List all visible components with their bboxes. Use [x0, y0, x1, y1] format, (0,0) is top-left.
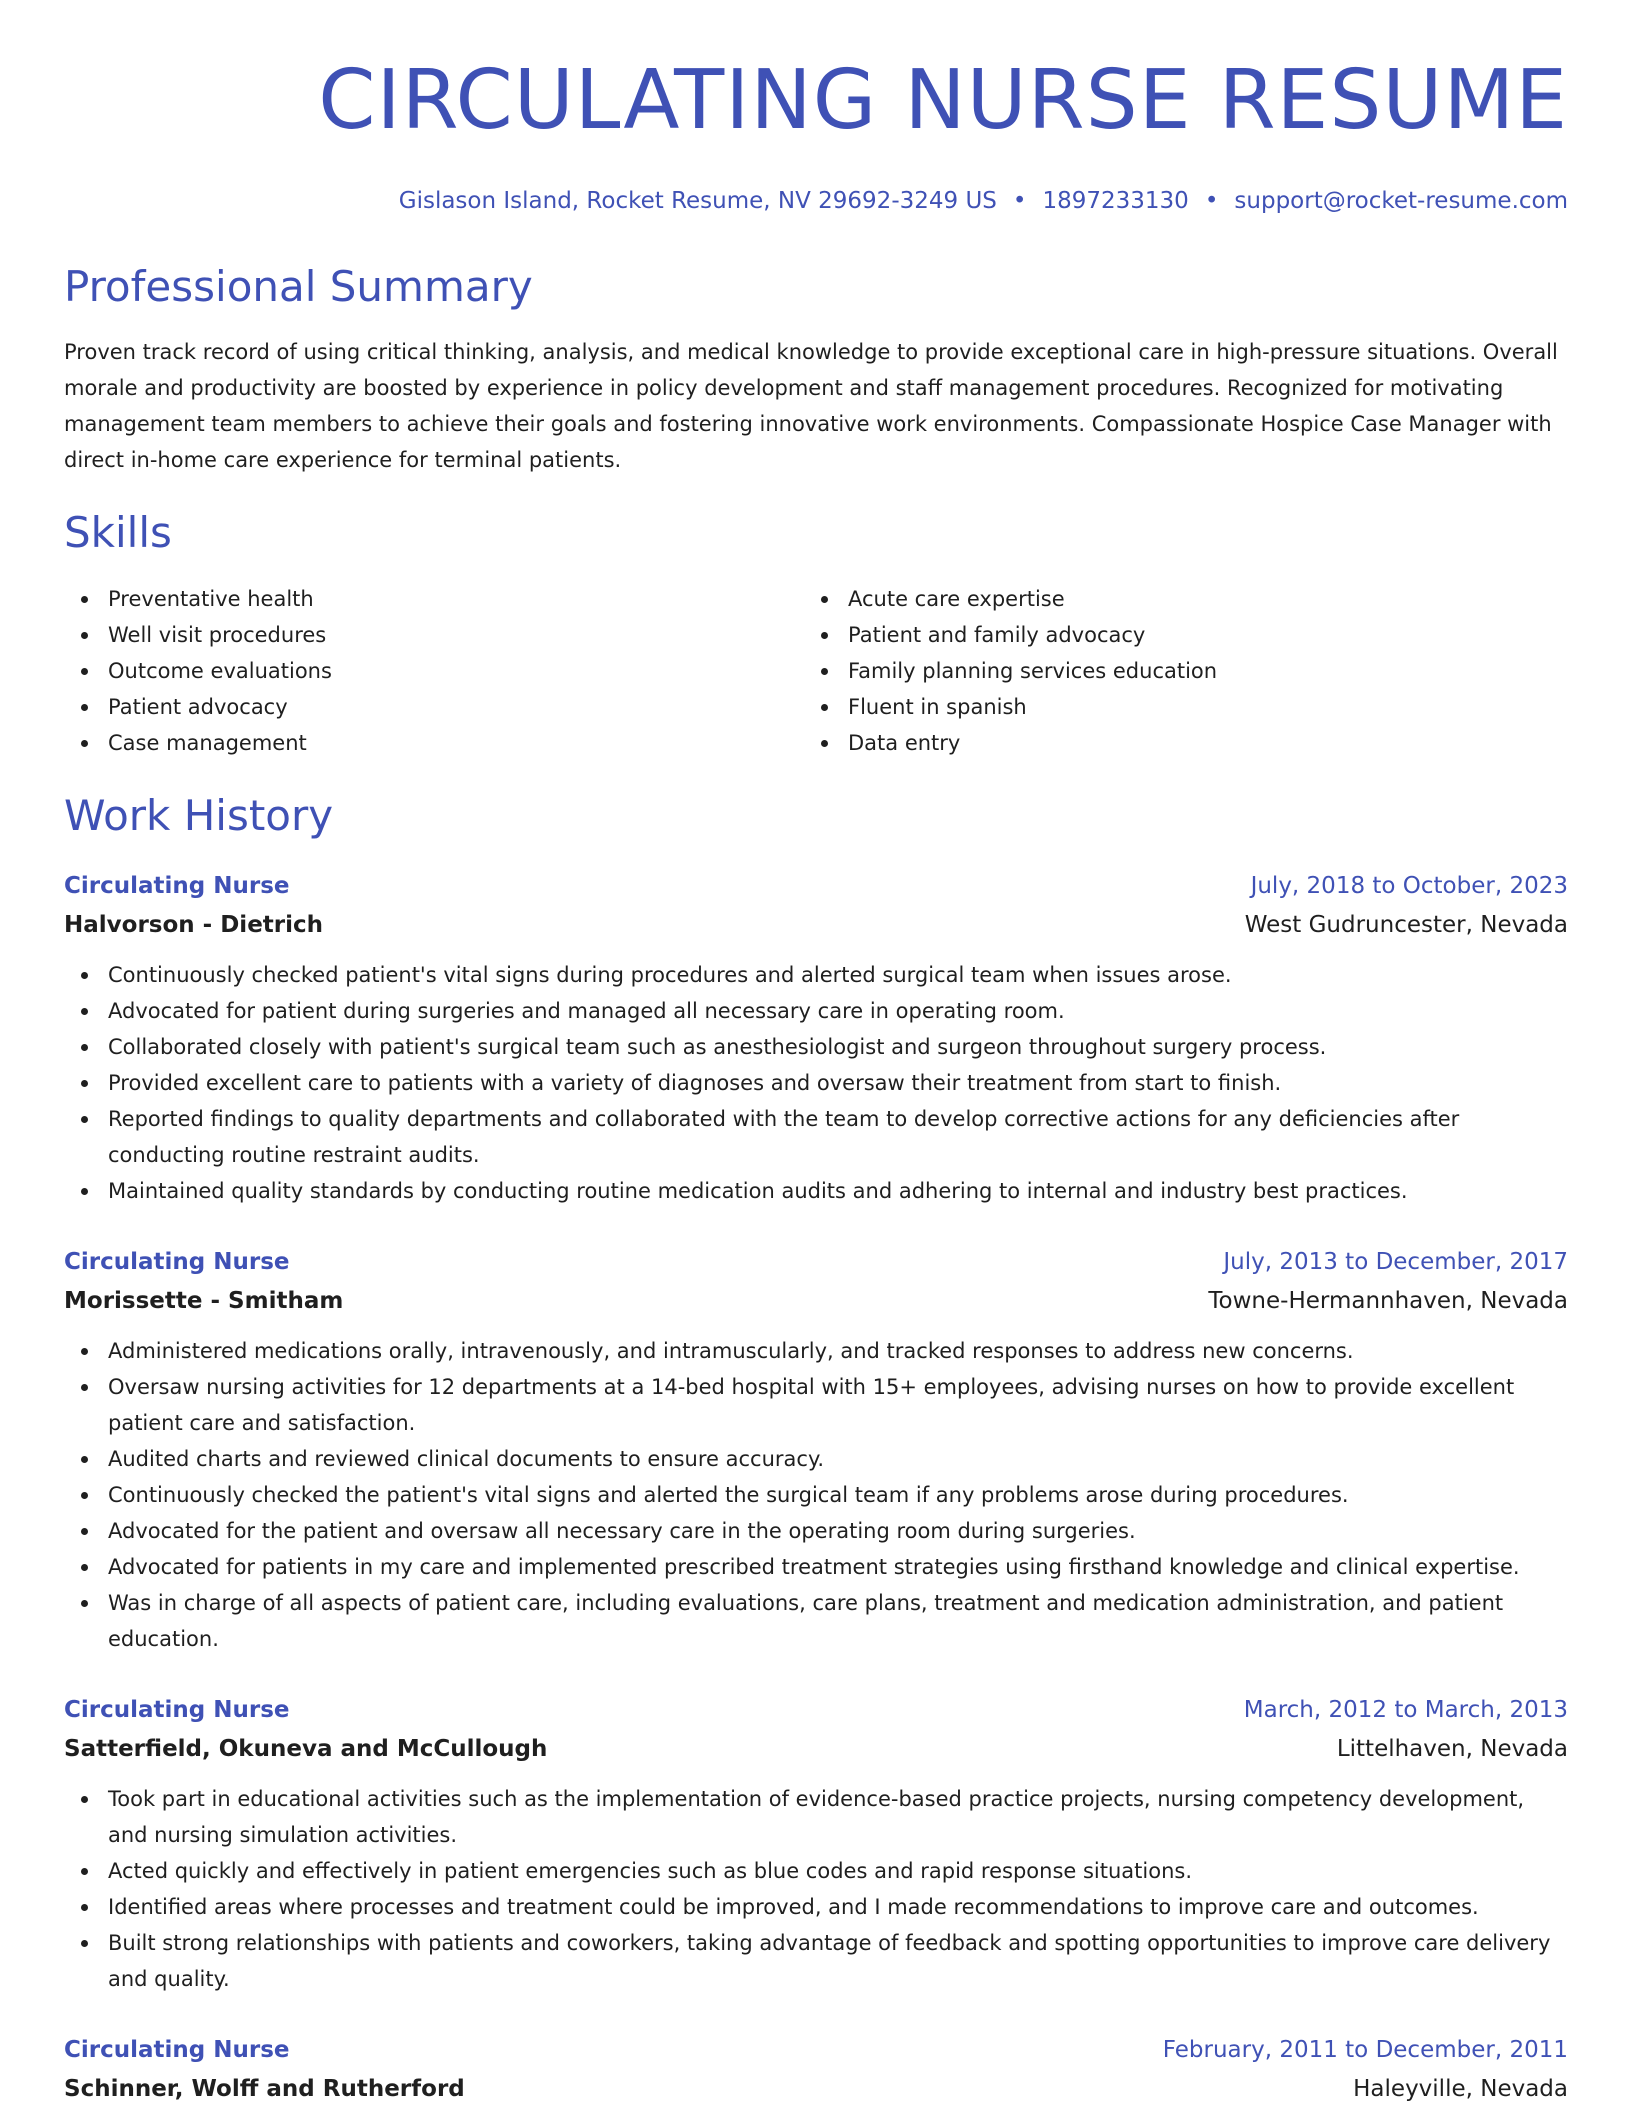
skill-item: Fluent in spanish [804, 689, 1544, 725]
job-duty: Acted quickly and effectively in patient emergencies such as blue codes and rapid response situations. [64, 1853, 1568, 1889]
job-dates: July, 2013 to December, 2017 [1223, 1249, 1568, 1276]
job-entry [64, 2031, 1568, 2109]
job-company: Morissette - Smitham [64, 1288, 344, 1315]
job-company: Satterfield, Okuneva and McCullough [64, 1736, 548, 1763]
skill-item: Case management [64, 725, 804, 761]
job-location: West Gudruncester, Nevada [1244, 912, 1568, 939]
skill-item: Patient and family advocacy [804, 617, 1544, 653]
skills-heading: Skills [64, 508, 172, 558]
job-duty: Advocated for patients in my care and implemented prescribed treatment strategies using firsthand knowledge and clinical expertise. [64, 1549, 1568, 1585]
skill-item: Outcome evaluations [64, 653, 804, 689]
contact-address: Gislason Island, Rocket Resume, NV 29692-3249 US [398, 188, 997, 214]
job-duty: Reported findings to quality departments and collaborated with the team to develop corrective actions for any deficiencies after conducting routine restraint audits. [64, 1101, 1568, 1173]
skill-item: Acute care expertise [804, 581, 1544, 617]
job-duty: Advocated for the patient and oversaw all necessary care in the operating room during surgeries. [64, 1513, 1568, 1549]
job-dates: March, 2012 to March, 2013 [1243, 1697, 1568, 1724]
job-company: Halvorson - Dietrich [64, 912, 324, 939]
skills-column-left [64, 581, 804, 761]
contact-line [64, 188, 1568, 214]
job-location: Towne-Hermannhaven, Nevada [1208, 1288, 1568, 1315]
summary-heading: Professional Summary [64, 262, 533, 311]
job-title: Circulating Nurse [64, 1249, 290, 1276]
contact-separator: • [1012, 188, 1027, 214]
job-duty: Was in charge of all aspects of patient care, including evaluations, care plans, treatment and medication administration, and patient education. [64, 1585, 1568, 1657]
resume-title: CIRCULATING NURSE RESUME [318, 53, 1568, 148]
job-dates: February, 2011 to December, 2011 [1162, 2037, 1568, 2064]
job-duty: Identified areas where processes and treatment could be improved, and I made recommendations to improve care and outcomes. [64, 1889, 1568, 1925]
job-duty: Continuously checked the patient's vital signs and alerted the surgical team if any problems arose during procedures. [64, 1477, 1568, 1513]
job-title: Circulating Nurse [64, 873, 290, 900]
job-duty: Administered medications orally, intravenously, and intramuscularly, and tracked responses to address new concerns. [64, 1333, 1568, 1369]
job-dates: July, 2018 to October, 2023 [1250, 873, 1568, 900]
job-duties [64, 957, 1568, 1209]
job-duties [64, 1781, 1568, 1997]
job-company: Schinner, Wolff and Rutherford [64, 2076, 465, 2103]
job-duty: Built strong relationships with patients and coworkers, taking advantage of feedback and spotting opportunities to improve care delivery and quality. [64, 1925, 1568, 1997]
job-duty: Continuously checked patient's vital signs during procedures and alerted surgical team when issues arose. [64, 957, 1568, 993]
work-history-heading: Work History [64, 790, 334, 840]
job-location: Haleyville, Nevada [1353, 2076, 1568, 2103]
job-duties [64, 1333, 1568, 1657]
summary-text: Proven track record of using critical thinking, analysis, and medical knowledge to provide exceptional care in high-pressure situations. Overall morale and productivity are boosted by experience in policy development and staff management procedures. Recognized for motivating management team members to achieve their goals and fostering innovative work environments. Compassionate Hospice Case Manager with direct in-home care experience for terminal patients. [64, 340, 1558, 473]
skill-item: Data entry [804, 725, 1544, 761]
job-duty: Advocated for patient during surgeries and managed all necessary care in operating room. [64, 993, 1568, 1029]
skills-list [64, 581, 1568, 761]
skill-item: Patient advocacy [64, 689, 804, 725]
job-duty: Took part in educational activities such as the implementation of evidence-based practice projects, nursing competency development, and nursing simulation activities. [64, 1781, 1568, 1853]
job-entry [64, 1243, 1568, 1657]
job-entry [64, 1691, 1568, 1997]
skill-item: Preventative health [64, 581, 804, 617]
job-entry [64, 867, 1568, 1209]
contact-email[interactable]: support@rocket-resume.com [1234, 188, 1568, 214]
skills-column-right [804, 581, 1544, 761]
contact-phone[interactable]: 1897233130 [1042, 188, 1189, 214]
job-duty: Collaborated closely with patient's surgical team such as anesthesiologist and surgeon throughout surgery process. [64, 1029, 1568, 1065]
skill-item: Family planning services education [804, 653, 1544, 689]
job-title: Circulating Nurse [64, 1697, 290, 1724]
contact-separator: • [1204, 188, 1219, 214]
job-duty: Audited charts and reviewed clinical documents to ensure accuracy. [64, 1441, 1568, 1477]
job-duty: Oversaw nursing activities for 12 departments at a 14-bed hospital with 15+ employees, advising nurses on how to provide excellent patient care and satisfaction. [64, 1369, 1568, 1441]
job-duty: Provided excellent care to patients with a variety of diagnoses and oversaw their treatment from start to finish. [64, 1065, 1568, 1101]
job-location: Littelhaven, Nevada [1336, 1736, 1568, 1763]
job-duty: Maintained quality standards by conducting routine medication audits and adhering to internal and industry best practices. [64, 1173, 1568, 1209]
skill-item: Well visit procedures [64, 617, 804, 653]
job-title: Circulating Nurse [64, 2037, 290, 2064]
